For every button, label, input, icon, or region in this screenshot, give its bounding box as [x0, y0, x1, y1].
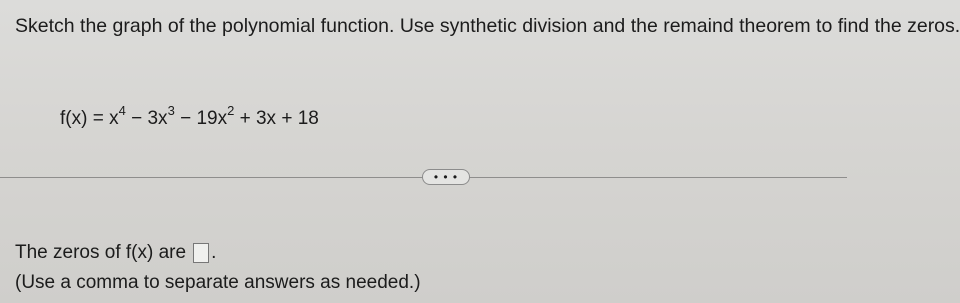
- term-3-exponent: 2: [227, 102, 235, 118]
- zeros-answer-input[interactable]: [193, 243, 209, 263]
- term-3: [180, 102, 235, 129]
- term-2: [131, 102, 175, 129]
- term-1-exponent: 4: [118, 102, 126, 118]
- term-2-exponent: 3: [167, 102, 175, 118]
- term-2-base: − 3x: [131, 108, 168, 129]
- question-instructions: Sketch the graph of the polynomial function. Use synthetic division and the remaind theorem to find the zeros.: [15, 15, 960, 37]
- answer-prompt-period: .: [211, 242, 217, 263]
- answer-prompt: [15, 238, 216, 268]
- term-1: [109, 102, 126, 129]
- term-3-base: − 19x: [180, 108, 228, 129]
- term-4: + 3x + 18: [239, 108, 319, 129]
- answer-hint: (Use a comma to separate answers as needed.): [15, 272, 421, 293]
- answer-prompt-text: The zeros of f(x) are: [15, 242, 187, 263]
- term-1-base: x: [109, 108, 119, 129]
- expand-more-button[interactable]: • • •: [422, 169, 470, 185]
- function-name: f(x) =: [60, 108, 104, 129]
- polynomial-equation: [60, 104, 319, 134]
